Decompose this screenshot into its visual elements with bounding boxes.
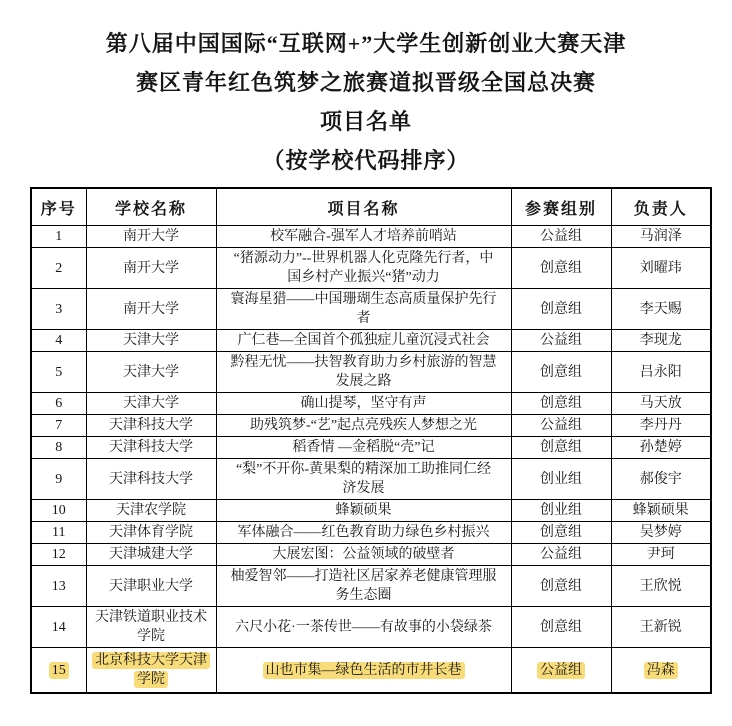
cell-group: 公益组	[511, 415, 611, 437]
cell-project: “猪源动力”--世界机器人化克隆先行者，中国乡村产业振兴“猪”动力	[216, 248, 511, 289]
cell-no	[31, 648, 86, 694]
cell-project: 确山提琴，坚守有声	[216, 393, 511, 415]
cell-project: 蜂颖硕果	[216, 500, 511, 522]
cell-leader: 马天放	[611, 393, 711, 415]
header-project: 项目名称	[216, 188, 511, 226]
table-row	[31, 648, 711, 694]
title-line-3: 项目名单	[319, 109, 412, 134]
cell-leader: 李丹丹	[611, 415, 711, 437]
cell-leader: 尹珂	[611, 544, 711, 566]
cell-no: 7	[31, 415, 86, 437]
projects-table	[30, 187, 712, 694]
cell-leader: 吕永阳	[611, 352, 711, 393]
cell-group: 公益组	[511, 330, 611, 352]
highlighted-text: 公益组	[537, 662, 585, 679]
cell-leader: 蜂颖硕果	[611, 500, 711, 522]
cell-no: 10	[31, 500, 86, 522]
table-row	[31, 289, 711, 330]
highlighted-text: 山也市集—绿色生活的市井长巷	[263, 662, 465, 679]
cell-leader: 马润泽	[611, 226, 711, 248]
table-row	[31, 566, 711, 607]
cell-project: “梨”不开你-黄果梨的精深加工助推同仁经济发展	[216, 459, 511, 500]
cell-group: 创意组	[511, 289, 611, 330]
cell-leader	[611, 648, 711, 694]
cell-leader: 郝俊宇	[611, 459, 711, 500]
cell-project: 助残筑梦-“艺”起点亮残疾人梦想之光	[216, 415, 511, 437]
header-leader: 负责人	[611, 188, 711, 226]
title-line-4: （按学校代码排序）	[262, 148, 470, 173]
cell-school: 天津大学	[86, 393, 216, 415]
table-row	[31, 248, 711, 289]
table-row	[31, 330, 711, 352]
cell-no: 6	[31, 393, 86, 415]
cell-project: 黔程无忧——扶智教育助力乡村旅游的智慧发展之路	[216, 352, 511, 393]
cell-group	[511, 648, 611, 694]
cell-leader: 刘曜玮	[611, 248, 711, 289]
table-row	[31, 500, 711, 522]
cell-school: 天津科技大学	[86, 415, 216, 437]
highlighted-text: 北京科技大学天津学院	[92, 652, 210, 688]
highlighted-text: 15	[49, 662, 69, 679]
table-row	[31, 393, 711, 415]
cell-school: 天津农学院	[86, 500, 216, 522]
cell-leader: 王新锐	[611, 607, 711, 648]
cell-no: 3	[31, 289, 86, 330]
cell-school: 天津科技大学	[86, 459, 216, 500]
cell-school: 天津铁道职业技术学院	[86, 607, 216, 648]
table-header	[31, 188, 711, 226]
cell-group: 创意组	[511, 352, 611, 393]
header-school: 学校名称	[86, 188, 216, 226]
cell-no: 14	[31, 607, 86, 648]
highlighted-text: 冯森	[644, 662, 678, 679]
cell-school: 天津体育学院	[86, 522, 216, 544]
cell-leader: 王欣悦	[611, 566, 711, 607]
cell-project: 稻香情 —金稻脱“壳”记	[216, 437, 511, 459]
cell-no: 12	[31, 544, 86, 566]
table-row	[31, 607, 711, 648]
cell-project: 寰海星猎——中国珊瑚生态高质量保护先行者	[216, 289, 511, 330]
cell-no: 9	[31, 459, 86, 500]
cell-project: 广仁巷—全国首个孤独症儿童沉浸式社会	[216, 330, 511, 352]
cell-project	[216, 648, 511, 694]
header-no: 序号	[31, 188, 86, 226]
cell-school: 天津职业大学	[86, 566, 216, 607]
title-line-2: 赛区青年红色筑梦之旅赛道拟晋级全国总决赛	[135, 70, 596, 95]
cell-school: 天津大学	[86, 352, 216, 393]
cell-group: 创意组	[511, 566, 611, 607]
cell-group: 创意组	[511, 437, 611, 459]
cell-leader: 李现龙	[611, 330, 711, 352]
cell-project: 柚爱智邻——打造社区居家养老健康管理服务生态圈	[216, 566, 511, 607]
cell-no: 4	[31, 330, 86, 352]
cell-project: 校军融合-强军人才培养前哨站	[216, 226, 511, 248]
table-row	[31, 522, 711, 544]
table-row	[31, 352, 711, 393]
table-row	[31, 437, 711, 459]
cell-school: 天津大学	[86, 330, 216, 352]
cell-school: 南开大学	[86, 289, 216, 330]
cell-no: 5	[31, 352, 86, 393]
cell-group: 创意组	[511, 393, 611, 415]
cell-leader: 吴梦婷	[611, 522, 711, 544]
cell-no: 13	[31, 566, 86, 607]
header-group: 参赛组别	[511, 188, 611, 226]
cell-no: 8	[31, 437, 86, 459]
cell-group: 公益组	[511, 226, 611, 248]
cell-school: 南开大学	[86, 248, 216, 289]
table-row	[31, 544, 711, 566]
cell-group: 创意组	[511, 522, 611, 544]
table-row	[31, 459, 711, 500]
table-body	[31, 226, 711, 694]
table-row	[31, 226, 711, 248]
cell-project: 六尺小花·一茶传世——有故事的小袋绿茶	[216, 607, 511, 648]
cell-group: 公益组	[511, 544, 611, 566]
cell-no: 11	[31, 522, 86, 544]
cell-school: 天津城建大学	[86, 544, 216, 566]
cell-group: 创业组	[511, 459, 611, 500]
cell-school: 天津科技大学	[86, 437, 216, 459]
cell-school	[86, 648, 216, 694]
cell-leader: 李天赐	[611, 289, 711, 330]
cell-project: 大展宏图：公益领域的破壁者	[216, 544, 511, 566]
table-row	[31, 415, 711, 437]
cell-group: 创意组	[511, 248, 611, 289]
cell-school: 南开大学	[86, 226, 216, 248]
document-title	[0, 24, 732, 180]
header-row	[31, 188, 711, 226]
cell-no: 2	[31, 248, 86, 289]
title-line-1: 第八届中国国际“互联网+”大学生创新创业大赛天津	[105, 31, 627, 56]
cell-leader: 孙楚婷	[611, 437, 711, 459]
cell-group: 创意组	[511, 607, 611, 648]
cell-group: 创业组	[511, 500, 611, 522]
cell-project: 军体融合——红色教育助力绿色乡村振兴	[216, 522, 511, 544]
cell-no: 1	[31, 226, 86, 248]
